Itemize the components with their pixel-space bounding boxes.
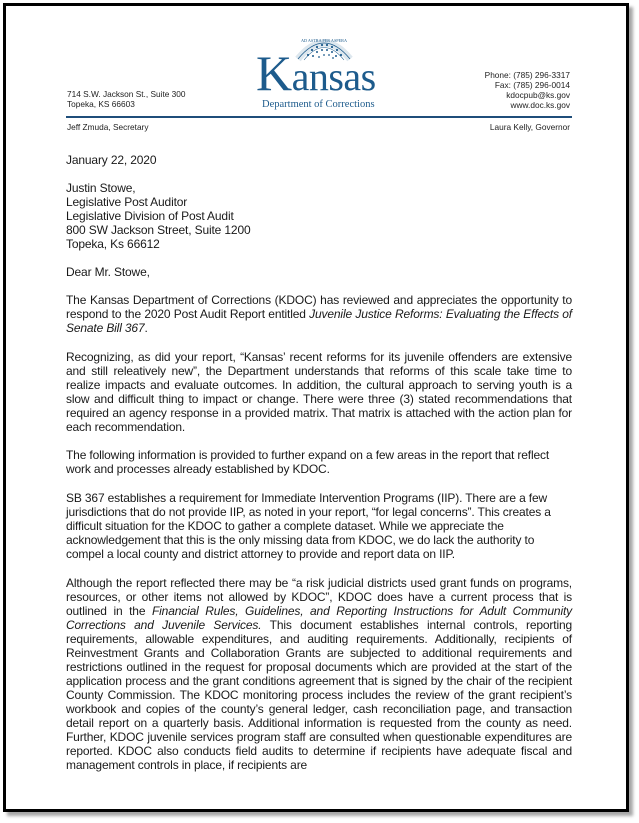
paragraph-text: . bbox=[144, 321, 148, 335]
logo-wordmark-initial: K bbox=[256, 45, 292, 101]
svg-text:AD ASTRA PER ASPERA: AD ASTRA PER ASPERA bbox=[301, 38, 347, 43]
email-link[interactable]: kdocpub@ks.gov bbox=[506, 90, 570, 100]
governor-name: Laura Kelly, Governor bbox=[489, 122, 570, 132]
paragraph-sb367 bbox=[66, 491, 572, 561]
address-line: Topeka, KS 66603 bbox=[67, 99, 135, 109]
address-line: 714 S.W. Jackson St., Suite 300 bbox=[67, 89, 186, 99]
addressee-line: Topeka, Ks 66612 bbox=[66, 237, 160, 251]
addressee-line: 800 SW Jackson Street, Suite 1200 bbox=[66, 223, 251, 237]
paragraph-text: Although the report reflected there may be “a risk judicial districts used grant funds on programs, resources, or other items not allowed by KDOC”, KDOC does have a current process that is outlined in the bbox=[66, 576, 572, 618]
paragraph-intro bbox=[66, 293, 572, 335]
paragraph-following-info bbox=[66, 448, 572, 476]
paragraph-recognition bbox=[66, 350, 572, 434]
secretary-name: Jeff Zmuda, Secretary bbox=[67, 122, 149, 132]
letterhead-rule bbox=[66, 116, 572, 118]
paragraph-text: The Kansas Department of Corrections (KDOC) has reviewed and appreciates the opportunity to respond to the 2020 Post Audit Report entitled bbox=[66, 293, 572, 321]
letter-date: January 22, 2020 bbox=[66, 153, 157, 167]
paragraph-text: This document establishes internal controls, reporting requirements, allowable expenditures, and auditing requirements. Additionally, recipients of Reinvestment Grants and Collaboration Grants are subjected to additional requirements and restrictions outlined in the request for proposal documents which are provided at the start of the application process and the grant conditions agreement that is signed by the chair of the recipient County Commission. The KDOC monitoring process includes the review of the grant recipient’s workbook and copies of the county’s general ledger, cash reconciliation page, and transaction detail report on a quarterly basis. Additional information is requested from the county as need. Further, KDOC juvenile services program staff are consulted when questionable expenditures are reported. KDOC also conducts field audits to determine if recipients have adequate fiscal and management controls in place, if recipients are bbox=[66, 618, 573, 772]
logo-wordmark: Kansas bbox=[256, 45, 376, 101]
phone: Phone: (785) 296-3317 bbox=[484, 70, 570, 80]
sender-address bbox=[67, 89, 186, 109]
fax: Fax: (785) 296-0014 bbox=[494, 80, 570, 90]
addressee-line: Legislative Division of Post Audit bbox=[66, 209, 234, 223]
addressee-block bbox=[66, 181, 572, 251]
addressee-line: Justin Stowe, bbox=[66, 181, 136, 195]
paragraph-text: The following information is provided to further expand on a few areas in the report that reflect work and processes already established by KDOC. bbox=[66, 448, 550, 476]
addressee-line: Legislative Post Auditor bbox=[66, 195, 188, 209]
paragraph-grant-funds bbox=[66, 576, 572, 772]
document-title: Financial Rules, Guidelines, and Reporting Instructions for Adult Community Corrections and Juvenile Services. bbox=[66, 604, 572, 632]
contact-info bbox=[485, 70, 570, 110]
website-link[interactable]: www.doc.ks.gov bbox=[510, 100, 570, 110]
paragraph-text: SB 367 establishes a requirement for Immediate Intervention Programs (IIP). There are a few jurisdictions that do not provide IIP, as noted in your report, “for legal concerns”. This creates a difficult situation for the KDOC to gather a complete dataset. While we appreciate the acknowledgement that this is the only missing data from KDOC, we do lack the authority to compel a local county and district attorney to provide and report data on IIP. bbox=[66, 491, 551, 561]
report-title: Juvenile Justice Reforms: Evaluating the Effects of Senate Bill 367 bbox=[66, 307, 572, 335]
logo-subtitle: Department of Corrections bbox=[262, 99, 375, 110]
salutation: Dear Mr. Stowe, bbox=[66, 265, 150, 279]
kdoc-logo bbox=[254, 33, 388, 113]
paragraph-text: Recognizing, as did your report, “Kansas’ recent reforms for its juvenile offenders are extensive and still releatively new”, the Department understands that reforms of this scale take time to realize impacts and evaluate outcomes. In addition, the cultural approach to serving youth is a slow and difficult thing to impact or change. There were three (3) stated recommendations that required an agency response in a provided matrix. That matrix is attached with the action plan for each recommendation. bbox=[66, 350, 572, 434]
